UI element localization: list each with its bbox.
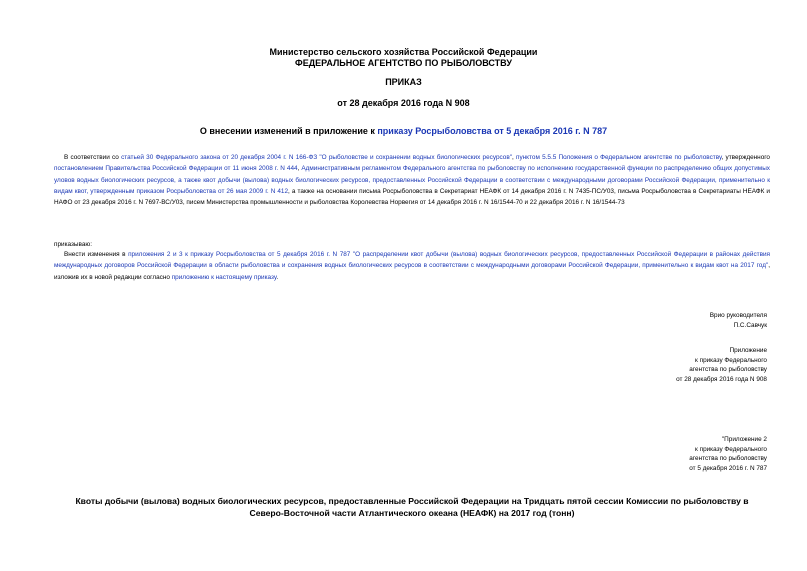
government-decree-link[interactable]: постановлением Правительства Российской Федерации от 11 июня 2008 г. N 444 bbox=[54, 165, 298, 173]
preamble-text-5: , а также на основании письма Росрыболовства в Секретариат НЕАФК от 14 декабря 2016 г. N 7435-ПС/У03, письма Росрыболовства в Секретариаты НЕАФК и НАФО от 23 декабря 2016 г. N 7697-ВС/У03, писем Министерства промышленности и рыболовства Королевства Норвегия от 14 декабря 2016 г. N 16/1544-70 и 22 декабря 2016 г. N 16/1544-73 bbox=[54, 187, 770, 207]
quota-title-line-1: Квоты добычи (вылова) водных биологических ресурсов, предоставленные Российской Федерации на Тридцать пятой сессии Комиссии по рыболовству в bbox=[75, 496, 749, 506]
appendix2-line: к приказу Федерального bbox=[695, 445, 767, 453]
order-text-2: , изложив их в новой редакции согласно bbox=[54, 262, 770, 281]
document-type: ПРИКАЗ bbox=[385, 77, 422, 87]
appendix2-header bbox=[689, 435, 767, 473]
appendices-link[interactable]: приложения 2 и 3 к приказу Росрыболовства от 5 декабря 2016 г. N 787 "О распределении квот добычи (вылова) водных биологических ресурсов, предоставленных Российской Федерации в районах действия международных договоров Российской Федерации в области рыболовства и сохранения водных биологических ресурсов в соответствии с международными договорами Российской Федерации, применительно к видам квот на 2017 год" bbox=[54, 251, 771, 270]
preamble-text-1: В соответствии со bbox=[64, 154, 122, 161]
document-title-text: О внесении изменений в приложение к bbox=[199, 126, 378, 136]
appendix2-line: "Приложение 2 bbox=[721, 436, 767, 443]
appendix-header bbox=[676, 346, 767, 384]
appendix-link[interactable]: приложению к настоящему приказу bbox=[171, 273, 277, 281]
agency-name: ФЕДЕРАЛЬНОЕ АГЕНТСТВО ПО РЫБОЛОВСТВУ bbox=[295, 58, 512, 68]
preamble-text-4: , bbox=[297, 165, 302, 173]
appendix2-line: от 5 декабря 2016 г. N 787 bbox=[689, 464, 767, 472]
order-text-1: Внести изменения в bbox=[64, 251, 129, 258]
appendix-line: агентства по рыболовству bbox=[689, 366, 767, 374]
signature-block bbox=[710, 311, 767, 330]
ministry-name: Министерство сельского хозяйства Российской Федерации bbox=[269, 47, 538, 57]
order-text-3: . bbox=[276, 273, 279, 281]
order-word: приказываю: bbox=[54, 241, 92, 248]
signature-position: Врио руководителя bbox=[709, 312, 767, 319]
regulation-clause-link[interactable]: пунктом 5.5.5 Положения о Федеральном агентстве по рыболовству bbox=[516, 154, 722, 161]
order-787-link[interactable]: приказу Росрыболовства от 5 декабря 2016 г. N 787 bbox=[377, 126, 608, 136]
order-paragraph bbox=[54, 249, 770, 283]
admin-regulation-link[interactable]: Административным регламентом Федерального агентства по рыболовству по исполнению государственной функции по распределению общих допустимых уловов водных биологических ресурсов, а также квот добычи (вылова) водных биологических ресурсов, предоставленных Российской Федерации в соответствии с международными договорами Российской Федерации, применительно к видам квот, утвержденным приказом Росрыболовства от 26 мая 2009 г. N 412 bbox=[54, 165, 770, 195]
preamble-paragraph bbox=[54, 152, 770, 208]
quota-title-line-2: Северо-Восточной части Атлантического океана (НЕАФК) на 2017 год (тонн) bbox=[249, 508, 575, 518]
quota-table-title bbox=[54, 495, 770, 519]
appendix-line: от 28 декабря 2016 года N 908 bbox=[676, 375, 767, 383]
appendix-line: к приказу Федерального bbox=[695, 356, 767, 364]
appendix2-line: агентства по рыболовству bbox=[689, 455, 767, 463]
preamble-text-3: , утвержденного bbox=[721, 154, 770, 161]
appendix-line: Приложение bbox=[729, 347, 767, 354]
preamble-text-2: , bbox=[512, 154, 516, 161]
federal-law-link[interactable]: статьей 30 Федерального закона от 20 декабря 2004 г. N 166-ФЗ "О рыболовстве и сохранении водных биологических ресурсов" bbox=[121, 154, 512, 161]
document-title bbox=[0, 126, 807, 137]
document-date: от 28 декабря 2016 года N 908 bbox=[337, 98, 470, 108]
signature-name: П.С.Савчук bbox=[733, 321, 767, 329]
